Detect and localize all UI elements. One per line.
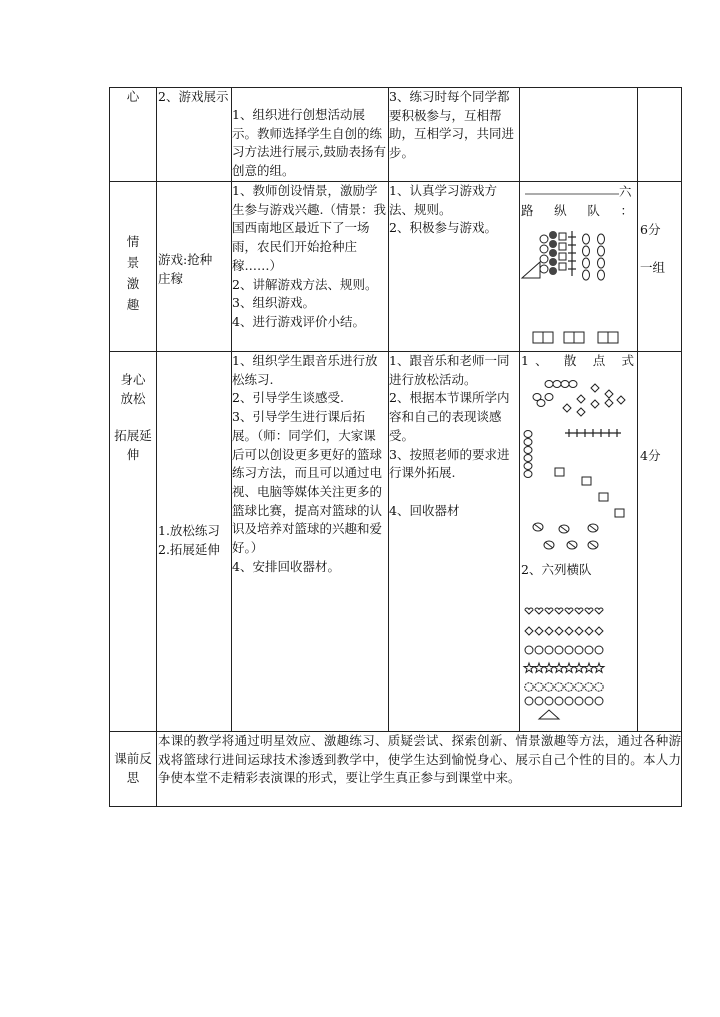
equipment-boxes xyxy=(533,332,618,343)
row2-org-line2: 路 纵 队 ： xyxy=(521,203,633,218)
scatter-oval-column xyxy=(524,431,532,478)
column-5 xyxy=(583,234,590,280)
row2-time2: 一组 xyxy=(640,260,666,275)
row2-content: 游戏:抢种 庄稼 xyxy=(158,252,213,286)
reflection-text: 本课的教学将通过明星效应、激趣练习、质疑尝试、探索创新、情景激趣等方法，通过各种游戏将篮球行进间运球技术渗透到教学中，使学生达到愉悦身心、展示自己个性的目的。本人力争使本堂不走精彩表演课的形式，要让学生真正参与到课堂中来。 xyxy=(158,733,681,786)
scatter-cross-row xyxy=(565,429,621,437)
scattered-formation-diagram xyxy=(519,351,637,561)
scatter-diamond-group xyxy=(563,384,625,416)
row3-content: 1.放松练习 2.拓展延伸 xyxy=(158,523,220,557)
column-4 xyxy=(568,231,576,276)
row3-teacher: 1、组织学生跟音乐进行放松练习. 2、引导学生谈感受. 3、引导学生进行课后拓展。（师：同学们，大家课后可以创设更多更好的篮球练习方法，而且可以通过电视、电脑等媒体关注更多的篮球比赛，提高对篮球的认识及培养对篮球的兴趣和爱好。） 4、安排回收器材。 xyxy=(232,353,383,574)
row1-content: 2、游戏展示 xyxy=(158,89,229,104)
row2-time: 6分 xyxy=(640,222,661,237)
row-circles xyxy=(525,646,603,654)
row3-student: 1、跟音乐和老师一同进行放松活动。 2、根据本节课所学内容和自己的表现谈感受。 3、按照老师的要求进行课外拓展. 4、回收器材 xyxy=(389,353,510,518)
formation-columns xyxy=(540,231,605,280)
column-2 xyxy=(549,231,557,275)
col-divider-1 xyxy=(156,87,157,807)
col-divider-5 xyxy=(637,87,638,731)
row3-stage: 身心 放松 xyxy=(120,372,146,406)
row1-stage: 心 xyxy=(126,89,140,104)
column-6 xyxy=(598,234,605,280)
scatter-ball-group xyxy=(533,523,598,549)
scatter-circle-group xyxy=(533,381,577,407)
teacher-triangle-icon xyxy=(539,710,559,719)
row-gears xyxy=(525,697,603,705)
row2-stage: 情 景 激 趣 xyxy=(126,234,140,312)
row1-teacher: 1、组织进行创想活动展示。教师选择学生自创的练习方法进行展示,鼓励表扬有创意的组。 xyxy=(232,107,386,179)
row3-time: 4分 xyxy=(640,448,661,463)
teacher-triangle-icon xyxy=(522,262,540,278)
column-3 xyxy=(559,233,566,270)
row2-student: 1、认真学习游戏方法、规则。 2、积极参与游戏。 xyxy=(389,183,497,236)
row-hearts xyxy=(525,608,603,614)
row2-org-line1: 六 xyxy=(619,184,632,199)
row-diamonds xyxy=(525,627,603,635)
six-column-formation-diagram xyxy=(519,181,637,351)
reflection-label: 课前反 思 xyxy=(114,751,152,785)
scatter-square-group xyxy=(555,468,624,517)
row-stars xyxy=(524,663,604,672)
row3-org-line1: 1、 散 点 式 xyxy=(521,353,634,368)
row3-org-line2: 2、六列横队 xyxy=(521,562,592,577)
column-1 xyxy=(540,235,548,273)
row1-student: 3、练习时每个同学都要积极参与，互相帮助，互相学习，共同进步。 xyxy=(389,89,515,161)
table-right-border xyxy=(681,87,682,807)
six-row-formation-diagram xyxy=(519,600,637,725)
row-flowers xyxy=(525,683,603,691)
table-bottom-border xyxy=(109,806,682,807)
row3-stage2: 拓展延 伸 xyxy=(114,428,152,462)
row2-teacher: 1、教师创设情景，激励学生参与游戏兴趣.（情景：我国西南地区最近下了一场雨，农民们开始抢种庄稼……） 2、讲解游戏方法、规则。 3、组织游戏。 4、进行游戏评价小结。 xyxy=(232,183,386,329)
